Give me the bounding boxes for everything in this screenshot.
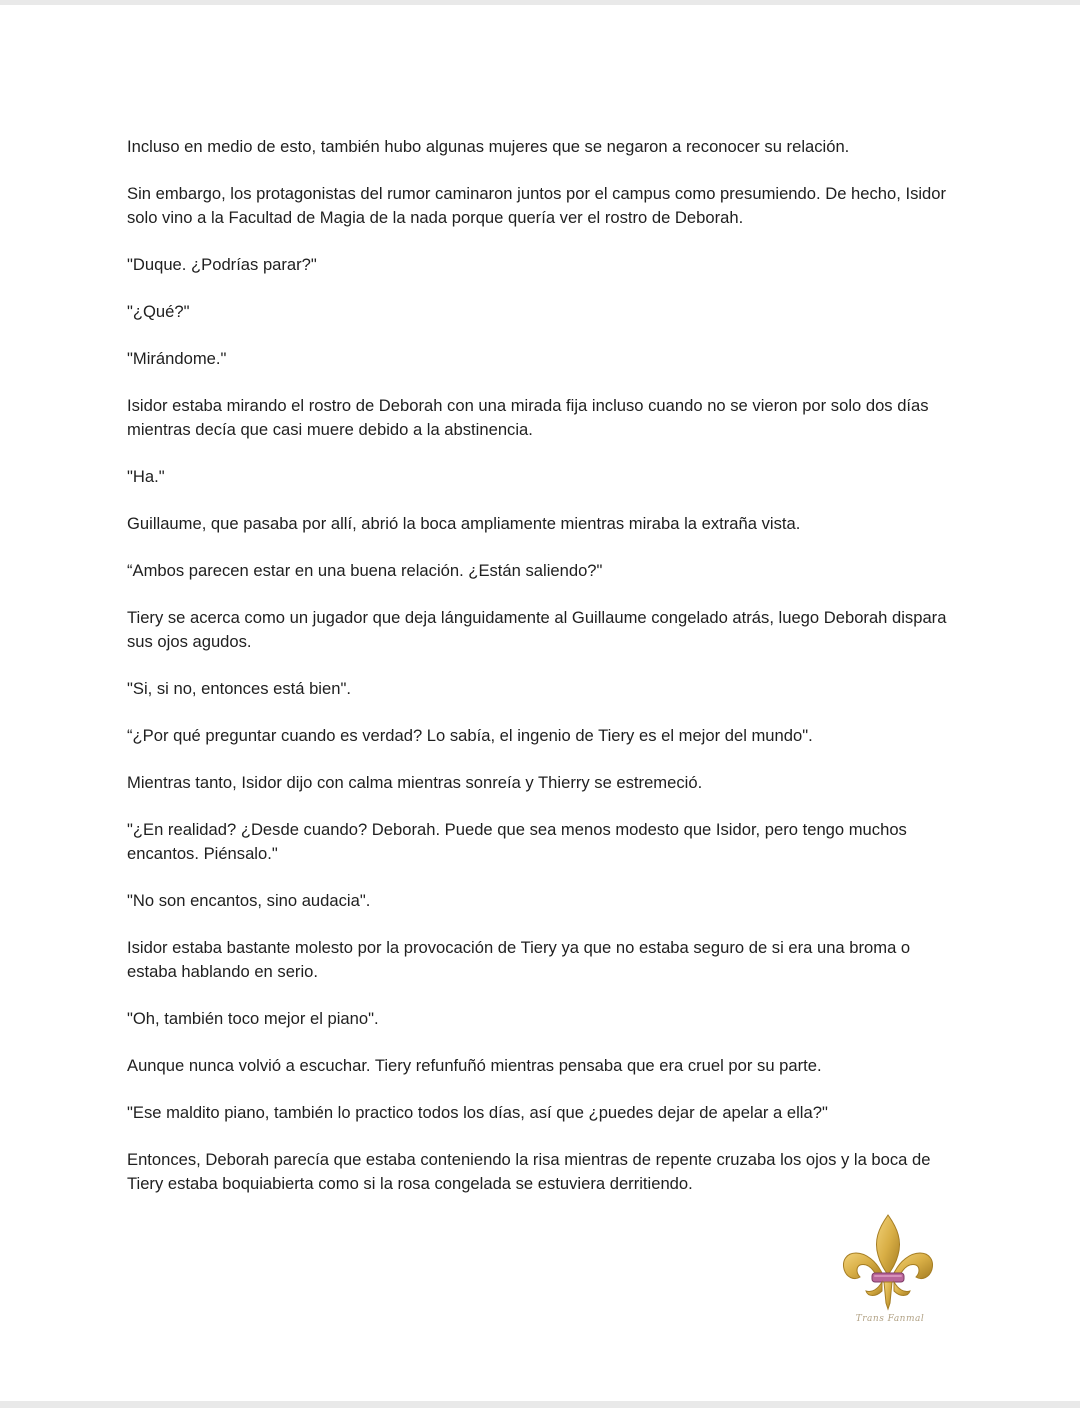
paragraph: "Mirándome." bbox=[127, 349, 227, 368]
paragraph: "Duque. ¿Podrías parar?" bbox=[127, 255, 317, 274]
document-body bbox=[127, 135, 957, 1219]
paragraph: Sin embargo, los protagonistas del rumor caminaron juntos por el campus como presumiendo. De hecho, Isidor solo vino a la Facultad de Magia de la nada porque quería ver el rostro de Deborah. bbox=[127, 184, 947, 227]
signature: Trans Fanmal bbox=[855, 1314, 925, 1324]
paragraph: Aunque nunca volvió a escuchar. Tiery refunfuñó mientras pensaba que era cruel por su parte. bbox=[127, 1056, 822, 1075]
paragraph: “¿Por qué preguntar cuando es verdad? Lo sabía, el ingenio de Tiery es el mejor del mundo". bbox=[127, 726, 813, 745]
paragraph: "No son encantos, sino audacia". bbox=[127, 891, 371, 910]
paragraph: "Oh, también toco mejor el piano". bbox=[127, 1009, 379, 1028]
paragraph: Incluso en medio de esto, también hubo algunas mujeres que se negaron a reconocer su relación. bbox=[127, 137, 850, 156]
fleur-de-lis-icon bbox=[836, 1211, 940, 1315]
document-page bbox=[0, 5, 1080, 1401]
paragraph: Mientras tanto, Isidor dijo con calma mientras sonreía y Thierry se estremeció. bbox=[127, 773, 703, 792]
paragraph: "¿Qué?" bbox=[127, 302, 190, 321]
fleur-de-lis-logo bbox=[836, 1211, 940, 1339]
paragraph: "Ese maldito piano, también lo practico todos los días, así que ¿puedes dejar de apelar a ella?" bbox=[127, 1103, 828, 1122]
paragraph: Tiery se acerca como un jugador que deja lánguidamente al Guillaume congelado atrás, luego Deborah dispara sus ojos agudos. bbox=[127, 608, 947, 651]
paragraph: "Si, si no, entonces está bien". bbox=[127, 679, 351, 698]
paragraph: Guillaume, que pasaba por allí, abrió la boca ampliamente mientras miraba la extraña vista. bbox=[127, 514, 801, 533]
paragraph: "¿En realidad? ¿Desde cuando? Deborah. Puede que sea menos modesto que Isidor, pero tengo muchos encantos. Piénsalo." bbox=[127, 820, 907, 863]
paragraph: Isidor estaba mirando el rostro de Deborah con una mirada fija incluso cuando no se vieron por solo dos días mientras decía que casi muere debido a la abstinencia. bbox=[127, 396, 929, 439]
paragraph: “Ambos parecen estar en una buena relación. ¿Están saliendo?" bbox=[127, 561, 603, 580]
paragraph: "Ha." bbox=[127, 467, 165, 486]
paragraph: Entonces, Deborah parecía que estaba conteniendo la risa mientras de repente cruzaba los ojos y la boca de Tiery estaba boquiabierta como si la rosa congelada se estuviera derritiendo. bbox=[127, 1150, 931, 1193]
paragraph: Isidor estaba bastante molesto por la provocación de Tiery ya que no estaba seguro de si era una broma o estaba hablando en serio. bbox=[127, 938, 911, 981]
